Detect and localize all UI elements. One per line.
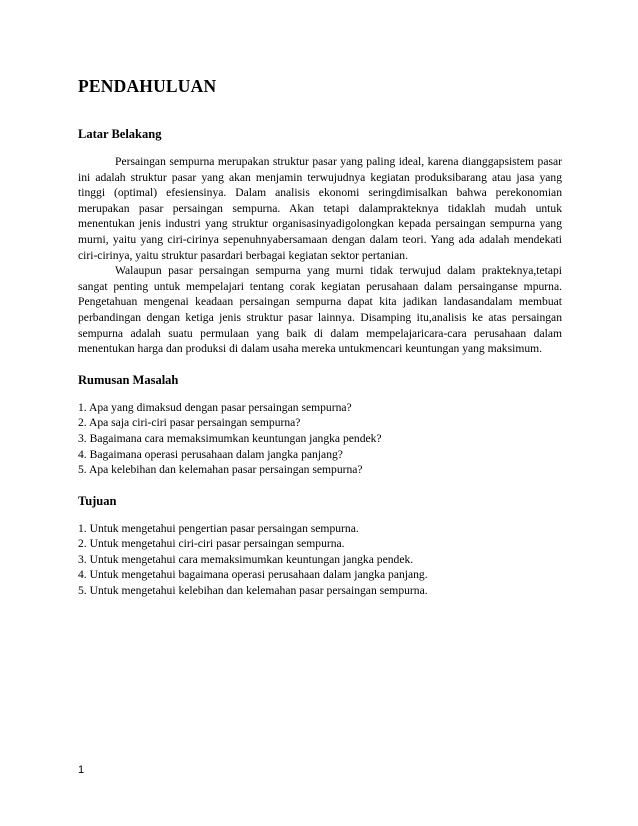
section-heading: Latar Belakang <box>78 127 162 141</box>
list-item: 4. Bagaimana operasi perusahaan dalam jangka panjang? <box>78 447 343 461</box>
section-latar-belakang <box>78 127 562 357</box>
list-item: 2. Apa saja ciri-ciri pasar persaingan sempurna? <box>78 416 301 430</box>
section-tujuan <box>78 494 562 599</box>
list-item: 3. Untuk mengetahui cara memaksimumkan keuntungan jangka pendek. <box>78 552 414 566</box>
page-content <box>78 76 562 615</box>
page-title: PENDAHULUAN <box>78 76 217 96</box>
section-heading: Tujuan <box>78 493 117 508</box>
list-item: 3. Bagaimana cara memaksimumkan keuntungan jangka pendek? <box>78 431 382 445</box>
paragraph: Walaupun pasar persaingan sempurna yang murni tidak terwujud dalam prakteknya,tetapi sangat penting untuk mempelajari tentang corak kegiatan perusahaan dalam persainganse mpurna. Pengetahuan mengenai keadaan persaingan sempurna dapat kita jadikan landasandalam membuat perbandingan dengan ketiga jenis struktur pasar lainnya. Disamping itu,analisis ke atas persaingan sempurna adalah suatu permulaan yang baik di dalam mempelajaricara-cara perusahaan dalam menentukan harga dan produksi di dalam usaha mereka untukmencari keuntungan yang maksimum. <box>78 264 562 356</box>
list-item: 4. Untuk mengetahui bagaimana operasi perusahaan dalam jangka panjang. <box>78 568 428 582</box>
paragraph: Persaingan sempurna merupakan struktur pasar yang paling ideal, karena dianggapsistem pasar ini adalah struktur pasar yang akan menjamin terwujudnya kegiatan produksibarang atau jasa yang tinggi (optimal) efesiensinya. Dalam analisis ekonomi seringdimisalkan bahwa perekonomian merupakan pasar persaingan sempurna. Akan tetapi dalamprakteknya tidaklah mudah untuk menentukan jenis industri yang struktur organisasinyadigolongkan kepada persaingan sempurna yang murni, yaitu yang ciri-cirinya sepenuhnyabersamaan dengan dalam teori. Yang ada adalah mendekati ciri-cirinya, yaitu struktur pasardari berbagai kegiatan sektor pertanian. <box>78 155 562 262</box>
list-item: 1. Apa yang dimaksud dengan pasar persaingan sempurna? <box>78 400 352 414</box>
section-rumusan-masalah <box>78 373 562 478</box>
list-item: 5. Untuk mengetahui kelebihan dan kelemahan pasar persaingan sempurna. <box>78 584 428 598</box>
page-number: 1 <box>78 764 85 776</box>
list-item: 2. Untuk mengetahui ciri-ciri pasar persaingan sempurna. <box>78 537 345 551</box>
question-list <box>78 400 562 478</box>
section-heading: Rumusan Masalah <box>78 372 179 387</box>
objective-list <box>78 521 562 599</box>
list-item: 5. Apa kelebihan dan kelemahan pasar persaingan sempurna? <box>78 463 363 477</box>
list-item: 1. Untuk mengetahui pengertian pasar persaingan sempurna. <box>78 521 359 535</box>
